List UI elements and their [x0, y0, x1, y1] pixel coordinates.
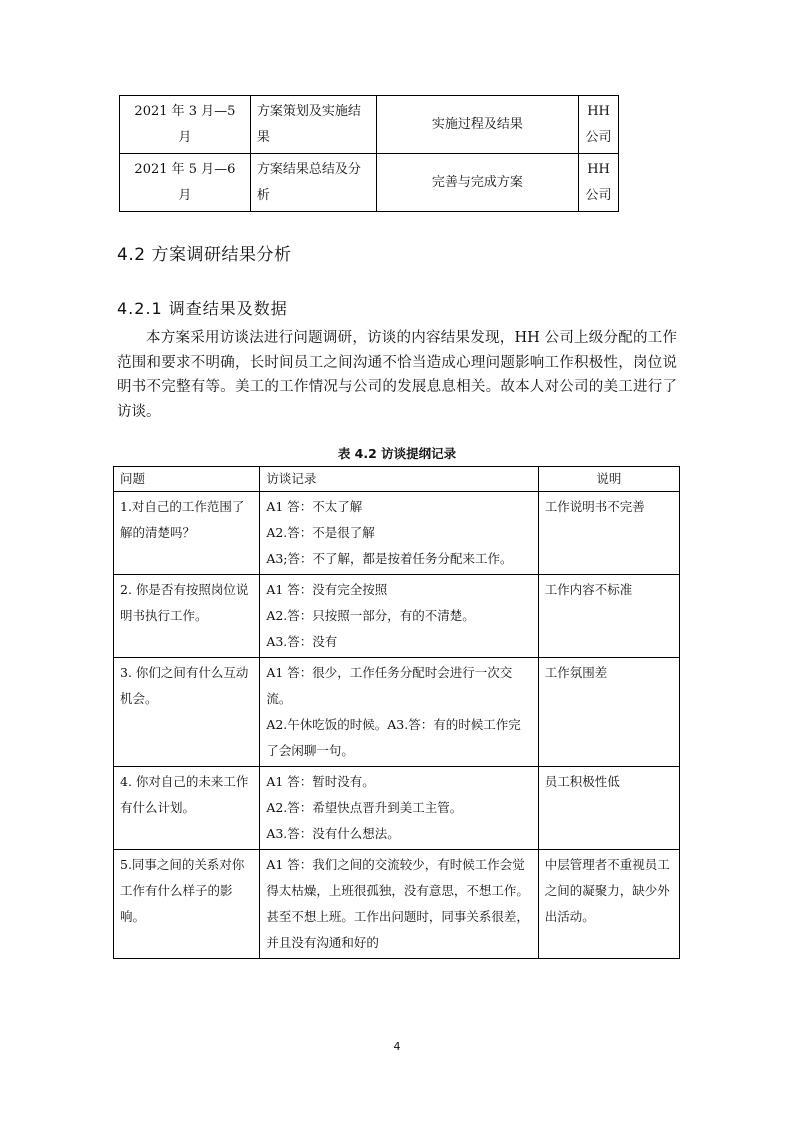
question-cell: 3. 你们之间有什么互动机会。 [114, 658, 260, 767]
schedule-task: 方案结果总结及分析 [250, 154, 376, 212]
question-cell: 4. 你对自己的未来工作有什么计划。 [114, 767, 260, 850]
answer-line: A3;答：不了解，都是按着任务分配来工作。 [266, 551, 513, 566]
question-cell: 1.对自己的工作范围了解的清楚吗？ [114, 492, 260, 575]
schedule-owner: HH 公司 [579, 154, 619, 212]
schedule-table [119, 95, 619, 212]
schedule-content: 完善与完成方案 [376, 154, 578, 212]
answer-line: A3.答：没有什么想法。 [266, 826, 400, 841]
table-row [114, 575, 680, 658]
table-header-row [114, 467, 680, 492]
question-cell: 5.同事之间的关系对你工作有什么样子的影响。 [114, 850, 260, 959]
note-cell: 工作氛围差 [538, 658, 679, 767]
answer-line: A1 答：不太了解 [266, 499, 363, 514]
schedule-task: 方案策划及实施结果 [250, 96, 376, 154]
answer-line: A3.答：没有 [266, 634, 338, 649]
table-row [114, 850, 680, 959]
schedule-period: 2021 年 5 月—6 月 [120, 154, 251, 212]
answer-line: A2.午休吃饭的时候。A3.答：有的时候工作完了会闲聊一句。 [266, 717, 521, 758]
table-row [114, 492, 680, 575]
question-cell: 2. 你是否有按照岗位说明书执行工作。 [114, 575, 260, 658]
note-cell: 工作内容不标准 [538, 575, 679, 658]
answer-line: A1 答：暂时没有。 [266, 774, 375, 789]
answer-line: A2.答：希望快点晋升到美工主管。 [266, 800, 463, 815]
header-note: 说明 [538, 467, 679, 492]
answer-line: A1 答：没有完全按照 [266, 582, 388, 597]
table-row [120, 96, 619, 154]
schedule-period: 2021 年 3 月—5 月 [120, 96, 251, 154]
answer-line: A1 答：很少，工作任务分配时会进行一次交流。 [266, 665, 513, 706]
table-caption: 表 4.2 访谈提纲记录 [337, 446, 457, 461]
answers-cell [260, 492, 538, 575]
note-cell: 中层管理者不重视员工之间的凝聚力，缺少外出活动。 [538, 850, 679, 959]
schedule-content: 实施过程及结果 [376, 96, 578, 154]
answer-line: A1 答：我们之间的交流较少，有时候工作会觉得太枯燥，上班很孤独，没有意思，不想工作。甚至不想上班。工作出问题时，同事关系很差，并且没有沟通和好的 [266, 857, 529, 950]
answers-cell [260, 575, 538, 658]
body-paragraph: 本方案采用访谈法进行问题调研，访谈的内容结果发现，HH 公司上级分配的工作范围和要求不明确，长时间员工之间沟通不恰当造成心理问题影响工作积极性，岗位说明书不完整有等。美工的工作情况与公司的发展息息相关。故本人对公司的美工进行了访谈。 [117, 330, 677, 420]
interview-table [113, 466, 680, 959]
table-row [114, 658, 680, 767]
answers-cell [260, 767, 538, 850]
section-title: 4.2 方案调研结果分析 [117, 245, 292, 265]
header-record: 访谈记录 [260, 467, 538, 492]
answers-cell [260, 658, 538, 767]
page-number: 4 [393, 1040, 401, 1053]
note-cell: 员工积极性低 [538, 767, 679, 850]
note-cell: 工作说明书不完善 [538, 492, 679, 575]
header-question: 问题 [114, 467, 260, 492]
answer-line: A2.答：只按照一部分，有的不清楚。 [266, 608, 475, 623]
schedule-owner: HH 公司 [579, 96, 619, 154]
table-row [120, 154, 619, 212]
answers-cell [260, 850, 538, 959]
answer-line: A2.答：不是很了解 [266, 525, 375, 540]
subsection-title: 4.2.1 调查结果及数据 [117, 299, 288, 318]
table-row [114, 767, 680, 850]
